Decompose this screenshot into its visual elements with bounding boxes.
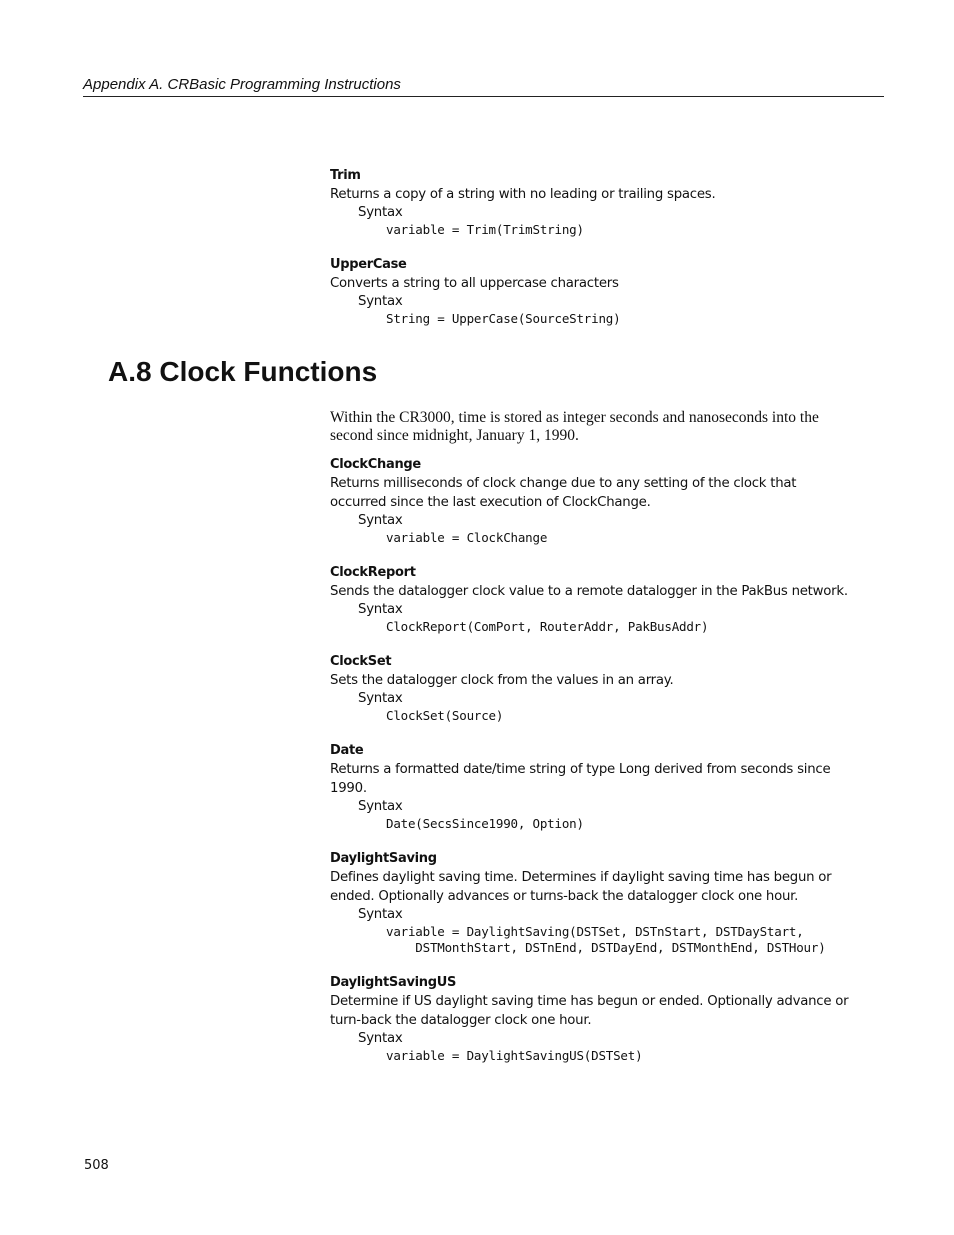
syntax-label: Syntax xyxy=(358,205,403,220)
syntax-label: Syntax xyxy=(358,513,403,528)
section-intro: Within the CR3000, time is stored as integer seconds and nanoseconds into the second since midnight, January 1, 1990. xyxy=(330,409,819,444)
entry-uppercase xyxy=(330,255,850,327)
entry-title: ClockSet xyxy=(330,654,392,669)
page-number: 508 xyxy=(84,1158,109,1173)
entry-description: Returns a copy of a string with no leading or trailing spaces. xyxy=(330,187,716,202)
entry-description: Defines daylight saving time. Determines if daylight saving time has begun or ended. Optionally advances or turns-back the datalogger clock one hour. xyxy=(330,870,832,904)
entry-daylightsavingus xyxy=(330,973,850,1064)
entry-description: Determine if US daylight saving time has begun or ended. Optionally advance or turn-back the datalogger clock one hour. xyxy=(330,994,849,1028)
entry-title: Trim xyxy=(330,168,361,183)
entry-daylightsaving xyxy=(330,849,850,956)
syntax-code: String = UpperCase(SourceString) xyxy=(386,311,621,326)
entry-clockreport xyxy=(330,563,850,635)
entry-description: Returns a formatted date/time string of type Long derived from seconds since 1990. xyxy=(330,762,831,796)
syntax-code: variable = ClockChange xyxy=(386,530,548,545)
syntax-code: ClockSet(Source) xyxy=(386,708,504,723)
entry-description: Converts a string to all uppercase characters xyxy=(330,276,619,291)
entry-description: Sends the datalogger clock value to a remote datalogger in the PakBus network. xyxy=(330,584,848,599)
syntax-code: variable = DaylightSaving(DSTSet, DSTnStart, DSTDayStart, DSTMonthStart, DSTnEnd, DSTDayEnd, DSTMonthEnd, DSTHour) xyxy=(386,924,826,955)
syntax-label: Syntax xyxy=(358,799,403,814)
running-header: Appendix A. CRBasic Programming Instructions xyxy=(83,76,884,97)
entry-title: Date xyxy=(330,743,364,758)
syntax-code: ClockReport(ComPort, RouterAddr, PakBusAddr) xyxy=(386,619,709,634)
entry-title: DaylightSavingUS xyxy=(330,975,457,990)
syntax-code: variable = Trim(TrimString) xyxy=(386,222,584,237)
top-entries xyxy=(330,166,850,344)
entry-title: ClockReport xyxy=(330,565,416,580)
syntax-label: Syntax xyxy=(358,1031,403,1046)
entry-clockchange xyxy=(330,455,850,546)
entry-date xyxy=(330,741,850,832)
entry-description: Returns milliseconds of clock change due to any setting of the clock that occurred since the last execution of ClockChange. xyxy=(330,476,797,510)
section-heading: A.8 Clock Functions xyxy=(108,356,378,387)
syntax-label: Syntax xyxy=(358,294,403,309)
syntax-code: Date(SecsSince1990, Option) xyxy=(386,816,584,831)
entry-description: Sets the datalogger clock from the values in an array. xyxy=(330,673,674,688)
clock-functions-section xyxy=(330,409,850,1081)
entry-title: DaylightSaving xyxy=(330,851,437,866)
entry-title: ClockChange xyxy=(330,457,421,472)
syntax-label: Syntax xyxy=(358,907,403,922)
entry-title: UpperCase xyxy=(330,257,407,272)
syntax-label: Syntax xyxy=(358,602,403,617)
syntax-label: Syntax xyxy=(358,691,403,706)
entry-trim xyxy=(330,166,850,238)
entry-clockset xyxy=(330,652,850,724)
syntax-code: variable = DaylightSavingUS(DSTSet) xyxy=(386,1048,643,1063)
